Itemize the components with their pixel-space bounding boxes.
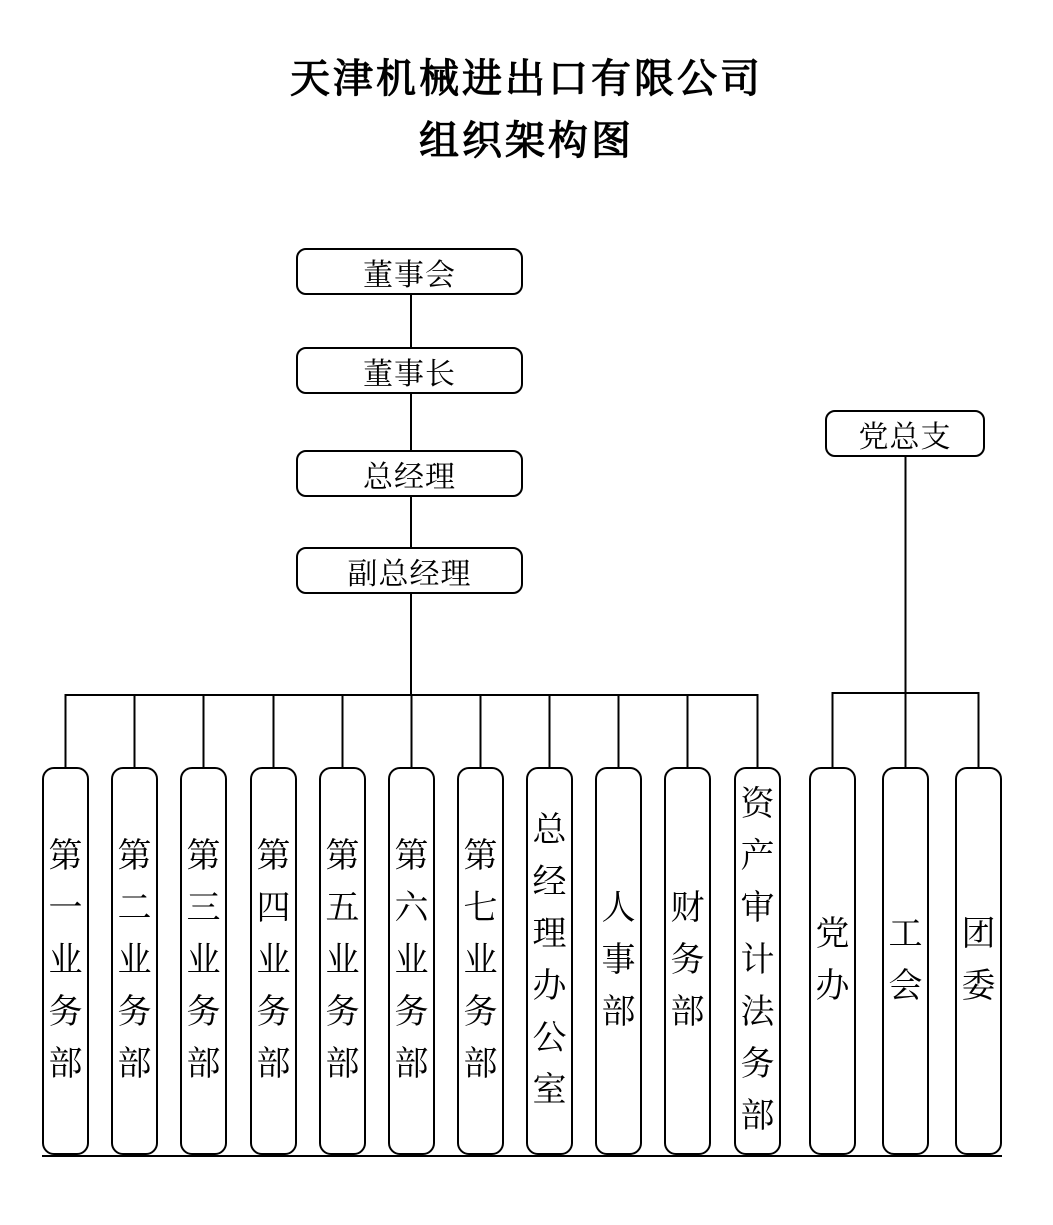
node-label: 董事长 [363,357,456,391]
node-deputy-general-manager [296,547,523,594]
node-label: 副总经理 [347,557,472,591]
node-chairman [296,347,523,394]
dept-label: 工 会 [888,916,923,1005]
dept-label: 人 事 部 [601,890,636,1031]
dept-label: 团 委 [961,916,996,1005]
dept-business-5 [319,767,366,1155]
dept-label: 第 一 业 务 部 [48,838,83,1083]
dept-general-manager-office [526,767,573,1155]
dept-label: 党 办 [815,916,850,1005]
dept-label: 总 经 理 办 公 室 [532,812,567,1109]
org-chart-title [0,48,1053,172]
dept-label: 资 产 审 计 法 务 部 [740,786,775,1135]
org-title-line2: 组织架构图 [419,119,634,163]
node-board-of-directors [296,248,523,295]
node-label: 董事会 [363,258,456,292]
dept-label: 第 四 业 务 部 [256,838,291,1083]
dept-label: 第 七 业 务 部 [463,838,498,1083]
dept-business-6 [388,767,435,1155]
dept-business-1 [42,767,89,1155]
dept-business-4 [250,767,297,1155]
dept-party-office [809,767,856,1155]
dept-business-7 [457,767,504,1155]
dept-asset-audit-legal [734,767,781,1155]
dept-label: 财 务 部 [670,890,705,1031]
node-party-general-branch [825,410,985,457]
dept-label: 第 五 业 务 部 [325,838,360,1083]
node-label: 党总支 [858,420,952,454]
dept-business-2 [111,767,158,1155]
dept-label: 第 三 业 务 部 [186,838,221,1083]
dept-label: 第 六 业 务 部 [394,838,429,1083]
node-general-manager [296,450,523,497]
node-label: 总经理 [363,460,456,494]
dept-label: 第 二 业 务 部 [117,838,152,1083]
dept-labor-union [882,767,929,1155]
dept-youth-league [955,767,1002,1155]
dept-personnel [595,767,642,1155]
dept-business-3 [180,767,227,1155]
org-title-line1: 天津机械进出口有限公司 [290,57,763,101]
dept-finance [664,767,711,1155]
